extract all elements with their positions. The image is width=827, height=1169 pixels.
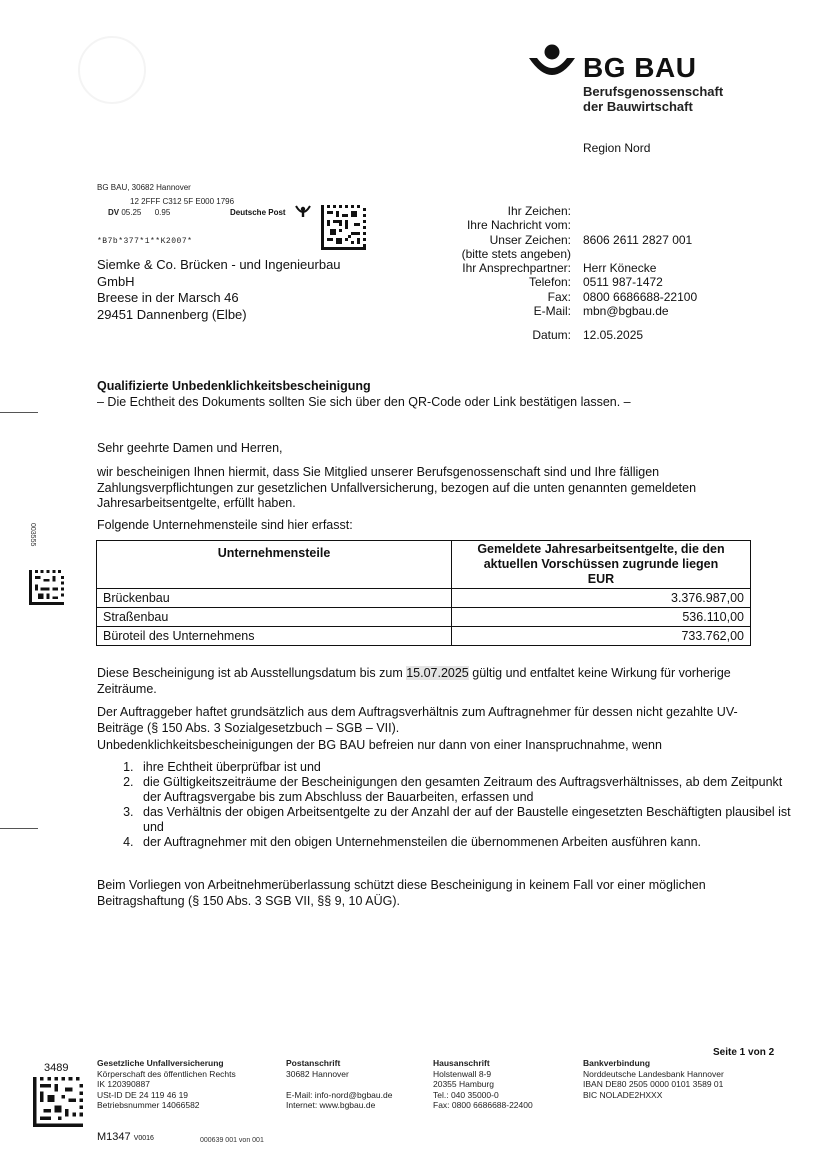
unit-name: Brückenbau <box>97 589 452 608</box>
subject-note: – Die Echtheit des Dokuments sollten Sie sich über den QR-Code oder Link bestätigen lassen. – <box>97 395 631 409</box>
barcode-text: *B7b*377*1**K2007* <box>97 237 193 246</box>
list-item: 2. die Gültigkeitszeiträume der Bescheinigungen den gesamten Zeitraum des Auftragsverhältnisses, ab dem Zeitpunkt der Auftragsvergabe bis zum Abschluss der Bauarbeiten, erfassen und <box>137 775 792 805</box>
region: Region Nord <box>583 141 651 155</box>
footer-col4-line: BIC NOLADE2HXXX <box>583 1089 663 1100</box>
unit-amount: 733.762,00 <box>452 627 751 646</box>
email-label: E-Mail: <box>533 304 571 319</box>
fold-mark-lower <box>0 828 38 829</box>
data-matrix-icon <box>321 205 366 250</box>
list-item: 1. ihre Echtheit überprüfbar ist und <box>137 760 792 775</box>
scan-artifact <box>78 36 146 104</box>
list-item: 3. das Verhältnis der obigen Arbeitsentgelte zu der Anzahl der auf der Baustelle eingesetzten Beschäftigten plausibel ist und <box>137 805 792 835</box>
footer-col4-line: Norddeutsche Landesbank Hannover <box>583 1068 724 1079</box>
wages-header-text: Gemeldete Jahresarbeitsentgelte, die den aktuellen Vorschüssen zugrunde liegen <box>477 542 725 571</box>
unser-zeichen-label: Unser Zeichen: <box>489 232 571 247</box>
recipient-line2: GmbH <box>97 273 135 289</box>
intro-paragraph: wir bescheinigen Ihnen hiermit, dass Sie Mitglied unserer Berufsgenossenschaft sind und Ihre fälligen Zahlungsverpflichtungen zur gesetzlichen Unfallversicherung, bezogen auf die unten genannten gemeldeten Jahresarbeitsentgelte, erfüllt haben. <box>97 465 697 510</box>
footer-website[interactable]: Internet: www.bgbau.de <box>286 1100 376 1111</box>
company-units-table <box>96 540 751 646</box>
footer-column-insurance <box>97 1058 236 1111</box>
table-row <box>97 589 751 608</box>
footer-col3-line: Holstenwall 8-9 <box>433 1068 492 1079</box>
dv-amount: 0.95 <box>154 208 171 217</box>
franking-code: 12 2FFF C312 5F E000 1796 <box>130 197 235 206</box>
bitte-label: (bitte stets angeben) <box>461 246 571 261</box>
footer-email[interactable]: E-Mail: info-nord@bgbau.de <box>286 1089 393 1100</box>
recipient-line3: Breese in der Marsch 46 <box>97 290 239 305</box>
logo-subtitle-line2: der Bauwirtschaft <box>583 99 693 114</box>
liability-paragraph: Der Auftraggeber haftet grundsätzlich aus dem Auftragsverhältnis zum Auftragnehmer für dessen nicht gezahlte UV-Beiträge (§ 150 Abs. 3 Sozialgesetzbuch – SGB – VII). <box>97 705 738 735</box>
validity-text-before: Diese Bescheinigung ist ab Ausstellungsdatum bis zum <box>97 666 407 680</box>
closing-paragraph: Beim Vorliegen von Arbeitnehmerüberlassung schützt diese Bescheinigung in keinem Fall vor einer möglichen Beitragshaftung (§ 150 Abs. 3 SGB VII, §§ 9, 10 AÜG). <box>97 878 706 908</box>
telefon-label: Telefon: <box>528 275 571 290</box>
data-matrix-icon <box>33 1077 83 1127</box>
form-code-main: M1347 <box>97 1131 131 1143</box>
wages-column-header <box>452 541 751 589</box>
validity-paragraph <box>97 666 752 697</box>
form-code-suffix: V0016 <box>133 1135 154 1142</box>
sender-line: BG BAU, 30682 Hannover <box>97 183 191 192</box>
table-header-row <box>97 541 751 589</box>
footer-column-address <box>433 1058 533 1111</box>
ihr-zeichen-label: Ihr Zeichen: <box>507 204 571 218</box>
post-horn-icon <box>295 204 311 218</box>
dv-line <box>108 208 170 217</box>
conditions-list <box>97 760 792 850</box>
reference-values <box>583 204 697 318</box>
footer-col1-line: Körperschaft des öffentlichen Rechts <box>97 1068 236 1079</box>
form-code <box>97 1131 154 1143</box>
date-label: Datum: <box>532 328 571 342</box>
email-value[interactable]: mbn@bgbau.de <box>583 304 669 319</box>
data-matrix-icon <box>29 570 64 605</box>
logo-subtitle-line1: Berufsgenossenschaft <box>583 84 724 99</box>
logo-subtitle <box>583 84 723 114</box>
telefon-value: 0511 987-1472 <box>583 275 663 290</box>
unit-amount: 536.110,00 <box>452 608 751 627</box>
footer-col1-line: Gesetzliche Unfallversicherung <box>97 1058 224 1068</box>
side-code: 003555 <box>29 523 36 547</box>
footer-col4-line: Bankverbindung <box>583 1058 651 1068</box>
recipient-line4: 29451 Dannenberg (Elbe) <box>97 306 247 322</box>
bgbau-logo-icon <box>527 44 577 86</box>
validity-text-after: gültig und entfaltet keine Wirkung für vorherige Zeiträume. <box>97 666 731 696</box>
fax-label: Fax: <box>547 289 571 304</box>
ansprechpartner-value: Herr Könecke <box>583 261 657 276</box>
date-value: 12.05.2025 <box>583 328 644 342</box>
logo-title: BG BAU <box>583 52 697 83</box>
exemption-paragraph: Unbedenklichkeitsbescheinigungen der BG BAU befreien nur dann von einer Inanspruchnahme, wenn <box>97 738 662 752</box>
list-item: 4. der Auftragnehmer mit den obigen Unternehmensteilen die übernommenen Arbeiten ausführen kann. <box>137 835 792 850</box>
footer-col1-line: USt-ID DE 24 119 46 19 <box>97 1089 189 1100</box>
fold-mark <box>0 412 38 413</box>
footer-col2-line: Postanschrift <box>286 1058 341 1068</box>
unser-zeichen-value: 8606 2611 2827 001 <box>583 232 693 247</box>
validity-date: 15.07.2025 <box>406 666 469 680</box>
page-counter: 000639 001 von 001 <box>200 1137 264 1144</box>
dv-label: DV <box>108 208 120 217</box>
page-number: Seite 1 von 2 <box>713 1047 775 1058</box>
unit-amount: 3.376.987,00 <box>452 589 751 608</box>
footer-column-postal <box>286 1058 392 1111</box>
footer-col3-line: Hausanschrift <box>433 1058 490 1068</box>
footer-col1-line: IK 120390887 <box>97 1079 150 1090</box>
table-row <box>97 627 751 646</box>
subject-title: Qualifizierte Unbedenklichkeitsbescheinigung <box>97 379 371 393</box>
unit-name: Büroteil des Unternehmens <box>97 627 452 646</box>
dv-date: 05.25 <box>121 208 142 217</box>
table-lead: Folgende Unternehmensteile sind hier erfasst: <box>97 518 353 532</box>
footer-col3-line: Fax: 0800 6686688-22400 <box>433 1100 533 1111</box>
footer-col3-line: Tel.: 040 35000-0 <box>433 1089 499 1100</box>
table-row <box>97 608 751 627</box>
units-column-header: Unternehmensteile <box>97 541 452 589</box>
salutation: Sehr geehrte Damen und Herren, <box>97 441 283 455</box>
footer-col2-line: 30682 Hannover <box>286 1068 349 1079</box>
ihre-nachricht-label: Ihre Nachricht vom: <box>466 218 571 233</box>
fax-value: 0800 6686688-22100 <box>583 289 698 304</box>
recipient-line1: Siemke & Co. Brücken - und Ingenieurbau <box>97 257 341 272</box>
footer-number: 3489 <box>44 1062 69 1074</box>
footer-col4-line: IBAN DE80 2505 0000 0101 3589 01 <box>583 1079 724 1090</box>
wages-header-unit: EUR <box>587 572 615 586</box>
unit-name: Straßenbau <box>97 608 452 627</box>
ansprechpartner-label: Ihr Ansprechpartner: <box>462 261 571 276</box>
reference-labels <box>400 204 571 318</box>
footer-col3-line: 20355 Hamburg <box>433 1079 494 1090</box>
footer-column-bank <box>583 1058 724 1100</box>
footer-col2-line <box>286 1079 392 1090</box>
recipient-address <box>97 257 341 323</box>
postmark: Deutsche Post <box>230 208 286 217</box>
footer-col1-line: Betriebsnummer 14066582 <box>97 1100 200 1111</box>
